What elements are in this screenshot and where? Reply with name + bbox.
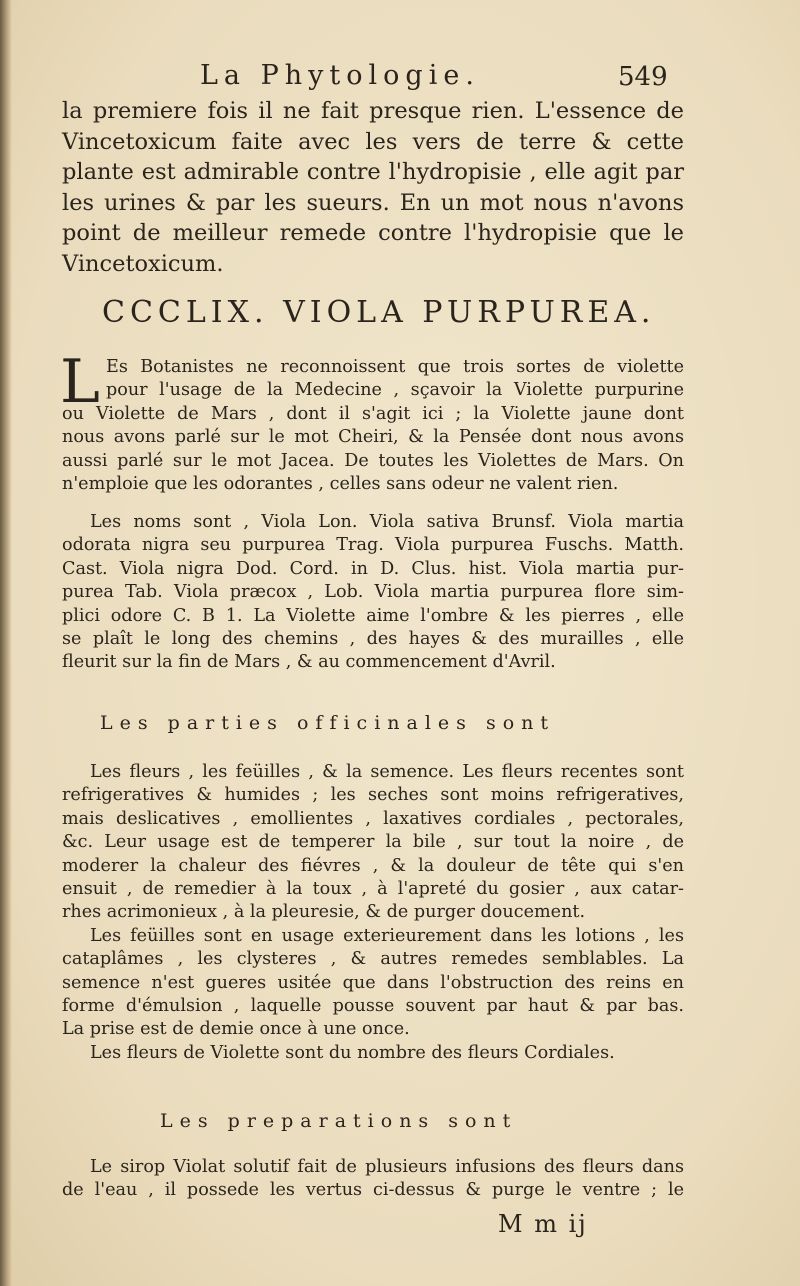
section-heading-officinales: Les parties officinales sont: [100, 712, 556, 734]
text-line: Les feüilles sont en usage exterieurement dans les lotions , les: [90, 925, 684, 946]
text-line: mais deslicatives , emollientes , laxatives cordiales , pectorales,: [62, 808, 684, 829]
paragraph-vincetoxicum: [62, 96, 684, 280]
text-line: les urines & par les sueurs. En un mot nous n'avons: [62, 189, 684, 216]
article-heading: CCCLIX. VIOLA PURPUREA.: [102, 295, 656, 330]
text-line: Cast. Viola nigra Dod. Cord. in D. Clus. hist. Viola martia pur-: [62, 558, 684, 579]
text-line: Les fleurs de Violette sont du nombre des fleurs Cordiales.: [90, 1042, 615, 1063]
text-line: La prise est de demie once à une once.: [62, 1019, 410, 1040]
section-heading-preparations: Les preparations sont: [160, 1110, 518, 1132]
paragraph-fleurs: [62, 761, 684, 1065]
text-line: se plaît le long des chemins , des hayes & des murailles , elle: [62, 629, 684, 650]
page-number: 549: [618, 62, 668, 92]
text-line: aussi parlé sur le mot Jacea. De toutes les Violettes de Mars. On: [62, 450, 684, 471]
text-line: point de meilleur remede contre l'hydropisie que le: [62, 220, 684, 247]
signature-mark: M m ij: [498, 1210, 588, 1238]
text-line: rhes acrimonieux , à la pleuresie, & de purger doucement.: [62, 902, 586, 923]
drop-cap: L: [60, 347, 100, 417]
text-line: refrigeratives & humides ; les seches sont moins refrigeratives,: [62, 785, 684, 806]
text-line: purea Tab. Viola præcox , Lob. Viola martia purpurea flore sim-: [62, 582, 684, 603]
text-line: n'emploie que les odorantes , celles sans odeur ne valent rien.: [62, 474, 619, 495]
text-line: forme d'émulsion , laquelle pousse souvent par haut & par bas.: [62, 996, 684, 1017]
text-line: Vincetoxicum.: [62, 250, 224, 277]
page-header: [0, 60, 800, 100]
text-line: pour l'usage de la Medecine , sçavoir la Violette purpurine: [106, 380, 684, 401]
text-line: ensuit , de remedier à la toux , à l'apreté du gosier , aux catar-: [62, 879, 684, 900]
text-line: moderer la chaleur des fiévres , & la douleur de tête qui s'en: [62, 855, 684, 876]
text-line: Vincetoxicum faite avec les vers de terre & cette: [62, 128, 684, 155]
text-line: la premiere fois il ne fait presque rien. L'essence de: [62, 98, 684, 124]
text-line: Les fleurs , les feüilles , & la semence. Les fleurs recentes sont: [90, 762, 684, 782]
text-line: nous avons parlé sur le mot Cheiri, & la Pensée dont nous avons: [62, 427, 684, 448]
text-line: semence n'est gueres usitée que dans l'obstruction des reins en: [62, 972, 684, 993]
text-line: Es Botanistes ne reconnoissent que trois sortes de violette: [106, 357, 684, 377]
paragraph-botanistes: [60, 347, 684, 496]
text-line: fleurit sur la fin de Mars , & au commencement d'Avril.: [62, 652, 556, 673]
text-line: cataplâmes , les clysteres , & autres remedes semblables. La: [62, 949, 684, 970]
text-line: de l'eau , il possede les vertus ci-dessus & purge le ventre ; le: [62, 1180, 684, 1201]
running-title: La Phytologie.: [200, 60, 480, 91]
text-line: Le sirop Violat solutif fait de plusieurs infusions des fleurs dans: [90, 1157, 684, 1177]
text-line: ou Violette de Mars , dont il s'agit ici ; la Violette jaune dont: [62, 403, 684, 424]
text-line: Les noms sont , Viola Lon. Viola sativa Brunsf. Viola martia: [90, 512, 684, 532]
paragraph-noms: [62, 511, 684, 675]
text-line: plante est admirable contre l'hydropisie , elle agit par: [62, 159, 684, 186]
text-line: odorata nigra seu purpurea Trag. Viola purpurea Fuschs. Matth.: [62, 535, 684, 556]
text-line: plici odore C. B 1. La Violette aime l'ombre & les pierres , elle: [62, 605, 684, 626]
paragraph-sirop: [62, 1156, 684, 1203]
text-line: &c. Leur usage est de temperer la bile , sur tout la noire , de: [62, 832, 684, 853]
page-gutter: [0, 0, 12, 1286]
